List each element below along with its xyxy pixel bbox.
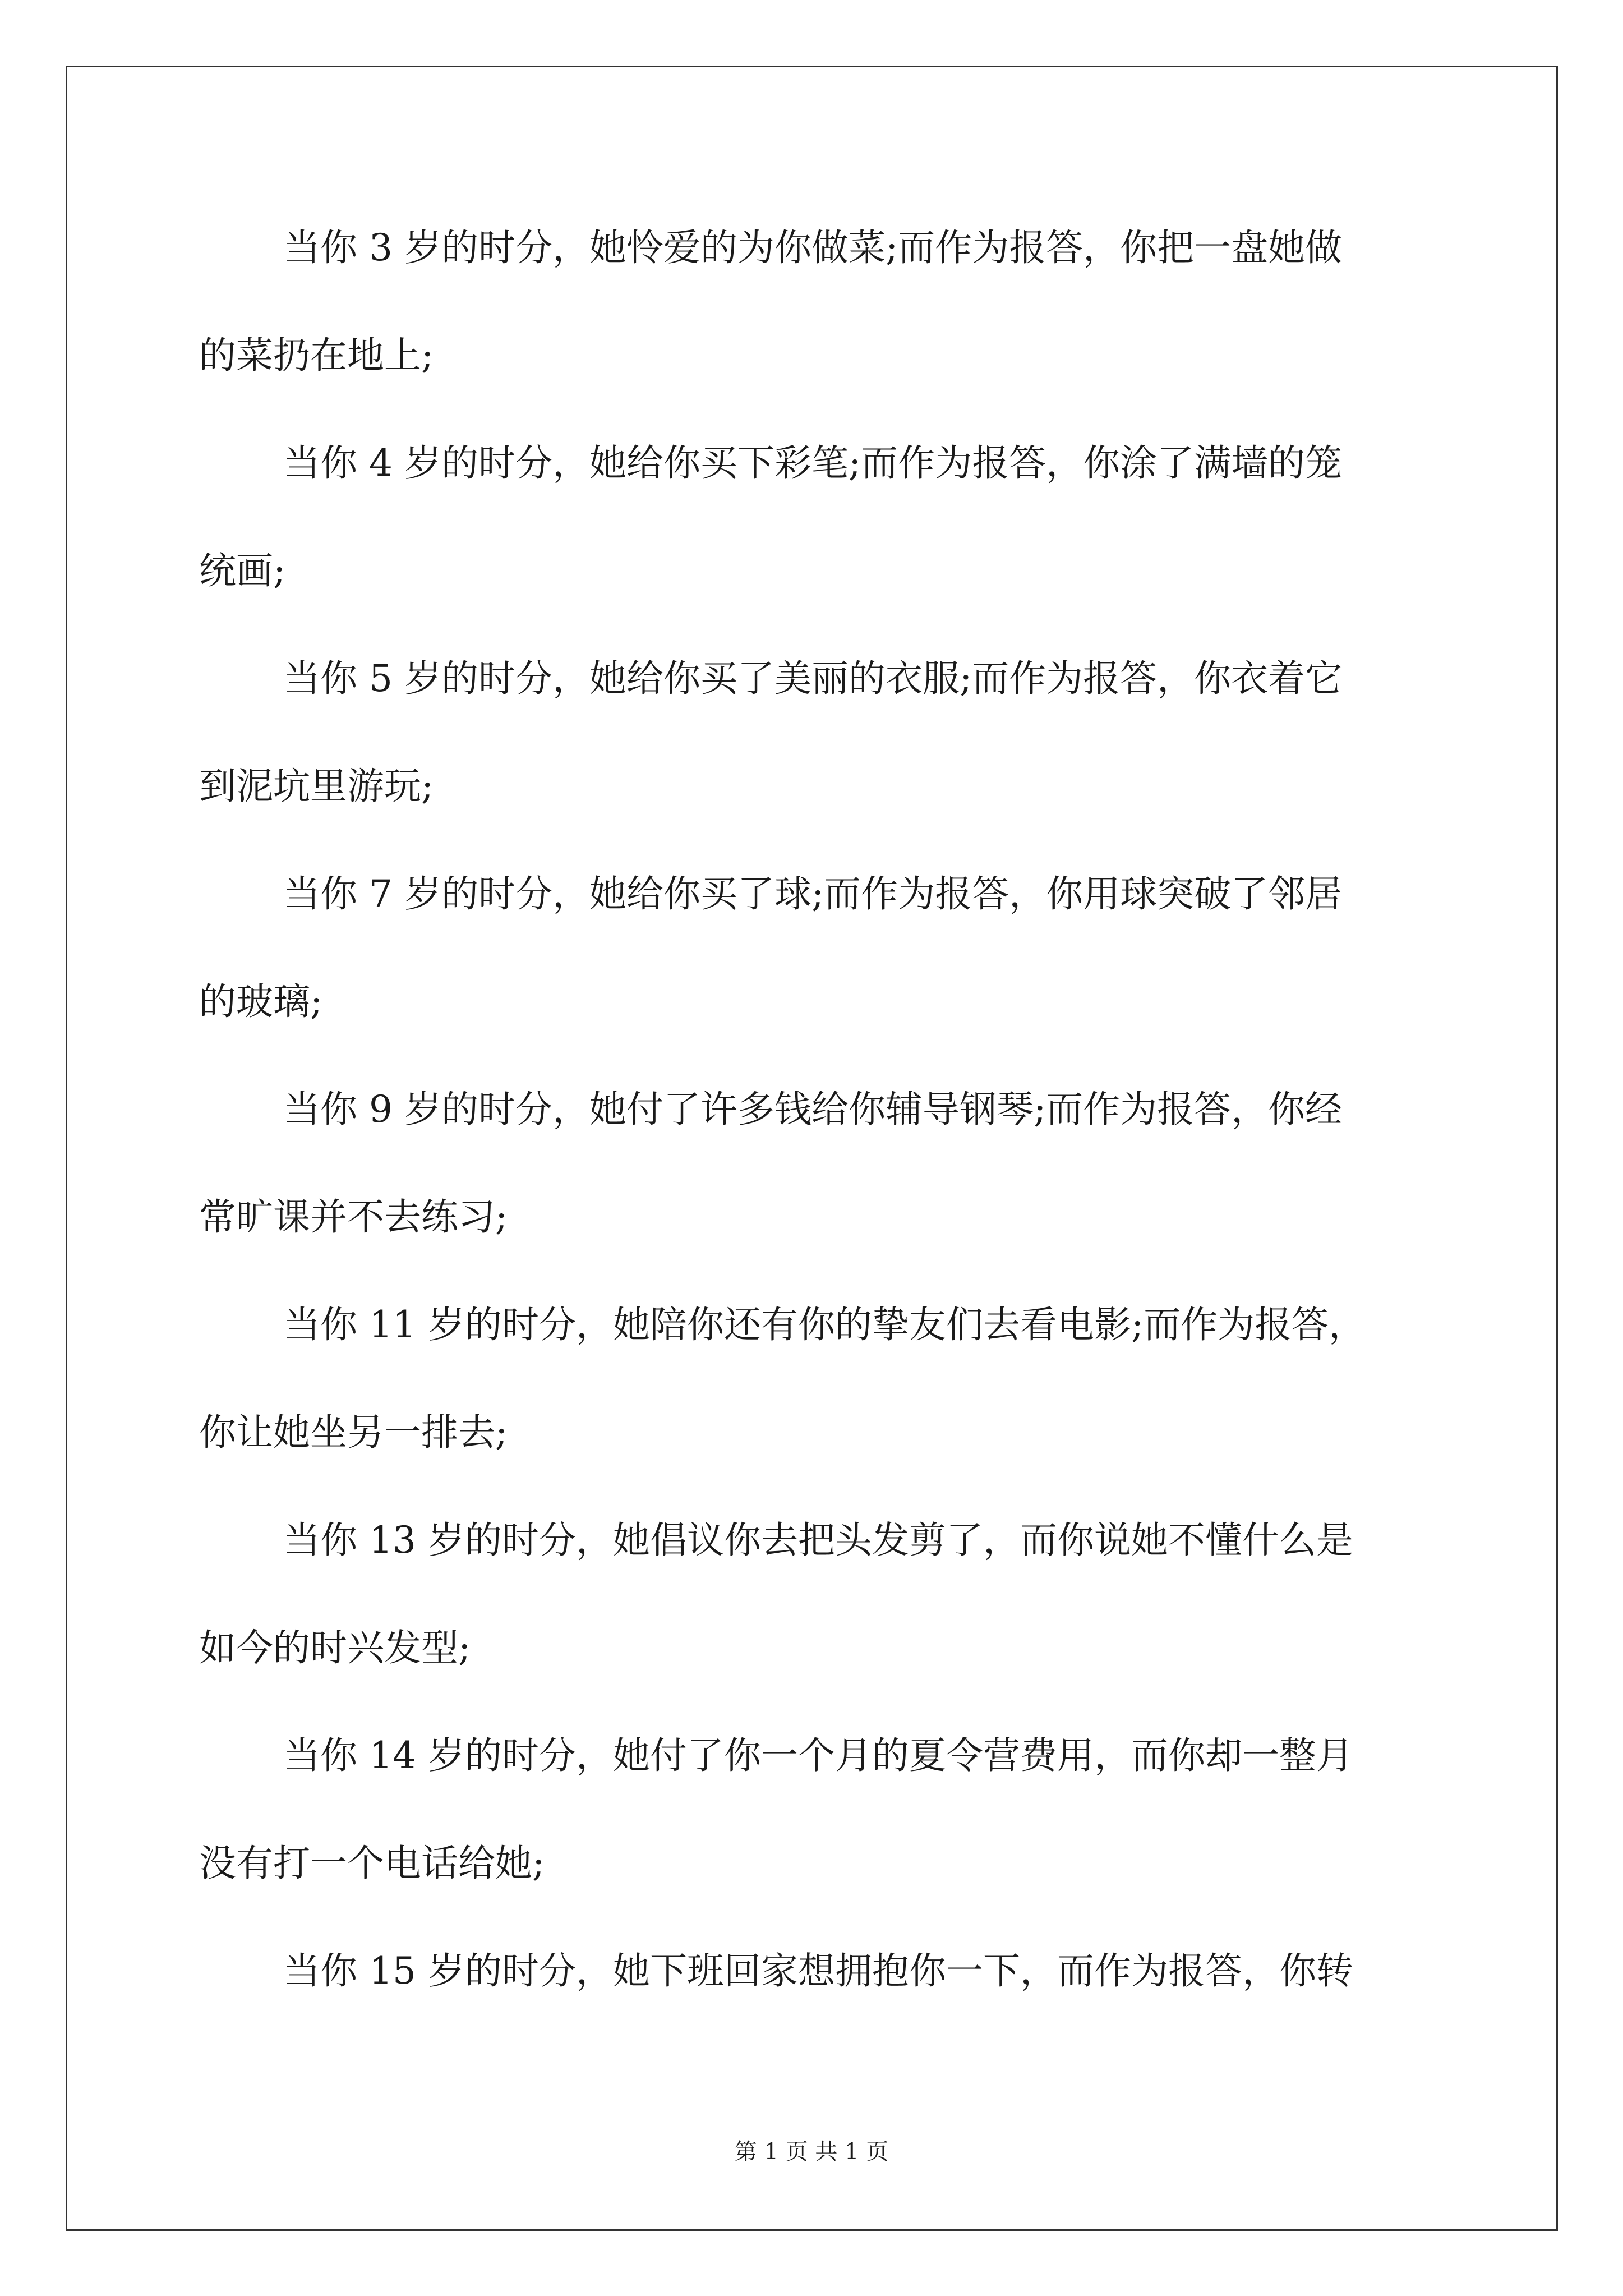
paragraph-8-line-1: 当你 14 岁的时分，她付了你一个月的夏令营费用，而你却一整月 [283, 1734, 1353, 1777]
paragraph-7-line-1: 当你 13 岁的时分，她倡议你去把头发剪了，而你说她不懂什么是 [283, 1519, 1353, 1562]
paragraph-6-line-2: 你让她坐另一排去; [199, 1411, 508, 1454]
paragraph-4-line-1: 当你 7 岁的时分，她给你买了球;而作为报答，你用球突破了邻居 [283, 872, 1343, 915]
paragraph-3-line-1: 当你 5 岁的时分，她给你买了美丽的衣服;而作为报答，你衣着它 [283, 657, 1343, 700]
paragraph-5-line-1: 当你 9 岁的时分，她付了许多钱给你辅导钢琴;而作为报答，你经 [283, 1088, 1343, 1131]
paragraph-4-line-2: 的玻璃; [199, 980, 323, 1023]
paragraph-2-line-1: 当你 4 岁的时分，她给你买下彩笔;而作为报答，你涂了满墙的笼 [283, 441, 1343, 485]
page-number-footer: 第 1 页 共 1 页 [734, 2139, 889, 2165]
paragraph-8-line-2: 没有打一个电话给她; [199, 1842, 545, 1885]
paragraph-5-line-2: 常旷课并不去练习; [199, 1195, 508, 1239]
paragraph-1-line-2: 的菜扔在地上; [199, 334, 434, 377]
paragraph-7-line-2: 如今的时兴发型; [199, 1626, 471, 1669]
document-body [199, 214, 1427, 2045]
paragraph-1-line-1: 当你 3 岁的时分，她怜爱的为你做菜;而作为报答，你把一盘她做 [283, 226, 1343, 269]
paragraph-9-line-1: 当你 15 岁的时分，她下班回家想拥抱你一下，而作为报答，你转 [283, 1949, 1353, 1993]
paragraph-6-line-1: 当你 11 岁的时分，她陪你还有你的挚友们去看电影;而作为报答， [283, 1303, 1366, 1346]
paragraph-3-line-2: 到泥坑里游玩; [199, 765, 434, 808]
paragraph-2-line-2: 统画; [199, 549, 286, 592]
